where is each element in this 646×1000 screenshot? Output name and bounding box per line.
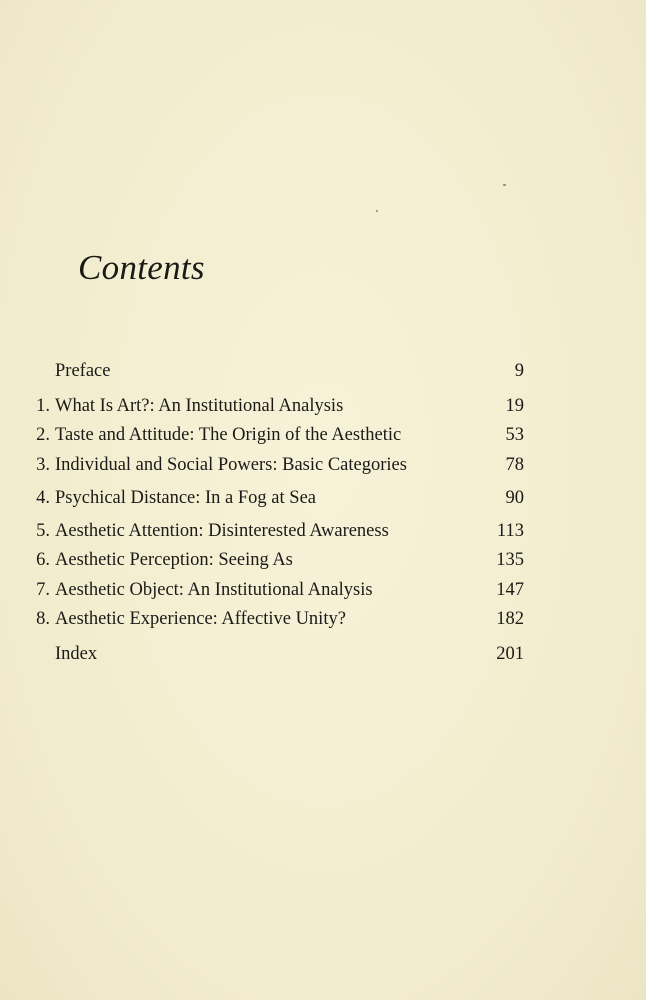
paper-speck	[503, 184, 506, 186]
toc-entry-number: 5.	[36, 521, 50, 541]
toc-entry-label: Preface	[55, 361, 111, 381]
toc-entry-number: 1.	[36, 396, 50, 416]
toc-entry-page: 201	[496, 644, 524, 664]
toc-entry-chapter-4[interactable]	[0, 485, 646, 511]
toc-entry-chapter-7[interactable]	[0, 577, 646, 603]
toc-entry-label: Individual and Social Powers: Basic Categories	[55, 455, 407, 475]
toc-entry-label: Aesthetic Attention: Disinterested Awareness	[55, 521, 389, 541]
toc-entry-number: 4.	[36, 488, 50, 508]
toc-entry-chapter-8[interactable]	[0, 606, 646, 632]
toc-entry-chapter-3[interactable]	[0, 452, 646, 478]
page-title: Contents	[78, 248, 205, 287]
toc-entry-page: 113	[496, 521, 524, 541]
toc-entry-number: 7.	[36, 580, 50, 600]
toc-entry-page: 135	[496, 550, 524, 570]
toc-entry-page: 90	[505, 488, 524, 508]
toc-entry-index[interactable]	[0, 641, 646, 667]
toc-entry-label: What Is Art?: An Institutional Analysis	[55, 396, 344, 416]
toc-entry-chapter-1[interactable]	[0, 393, 646, 419]
toc-entry-chapter-2[interactable]	[0, 422, 646, 448]
toc-entry-label: Aesthetic Object: An Institutional Analysis	[55, 580, 373, 600]
toc-entry-number: 8.	[36, 609, 50, 629]
toc-entry-page: 78	[505, 455, 524, 475]
toc-entry-chapter-5[interactable]	[0, 518, 646, 544]
toc-entry-label: Taste and Attitude: The Origin of the Aesthetic	[55, 425, 402, 445]
toc-entry-page: 19	[505, 396, 524, 416]
toc-entry-label: Psychical Distance: In a Fog at Sea	[55, 488, 316, 508]
toc-entry-preface[interactable]	[0, 358, 646, 384]
toc-entry-chapter-6[interactable]	[0, 547, 646, 573]
toc-entry-label: Aesthetic Perception: Seeing As	[55, 550, 293, 570]
toc-entry-page: 147	[496, 580, 524, 600]
toc-entry-label: Aesthetic Experience: Affective Unity?	[55, 609, 346, 629]
paper-speck	[376, 210, 378, 212]
toc-entry-number: 6.	[36, 550, 50, 570]
toc-entry-page: 9	[514, 361, 524, 381]
toc-entry-number: 2.	[36, 425, 50, 445]
toc-entry-page: 53	[505, 425, 524, 445]
toc-entry-number: 3.	[36, 455, 50, 475]
toc-entry-label: Index	[55, 644, 98, 664]
toc-entry-page: 182	[496, 609, 524, 629]
